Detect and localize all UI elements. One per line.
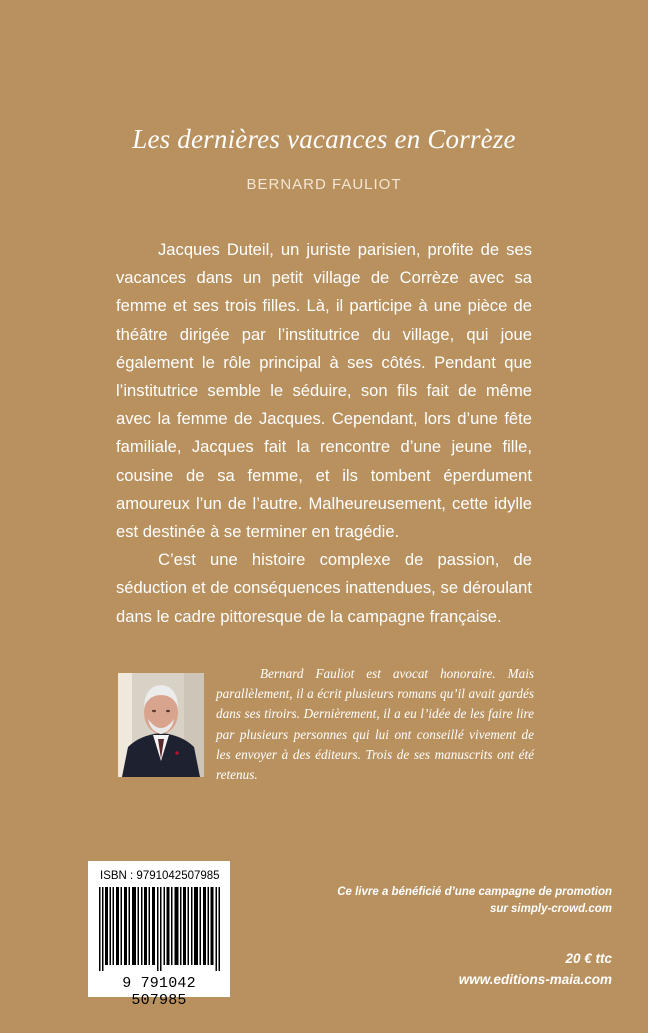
price: 20 € ttc xyxy=(565,951,612,966)
promo-line: Ce livre a bénéficié d’une campagne de promotion xyxy=(337,886,612,898)
barcode-bars xyxy=(99,887,220,971)
isbn-digits: 9 791042 507985 xyxy=(122,975,196,1009)
promo-line: sur simply-crowd.com xyxy=(489,903,612,915)
summary-text xyxy=(116,236,532,631)
summary-paragraph: Jacques Duteil, un juriste parisien, profite de ses vacances dans un petit village de Corrèze avec sa femme et ses trois filles. Là, il participe à une pièce de théâtre dirigée par l’institutrice du village, qui joue également le rôle principal à ses côtés. Pendant que l’institutrice semble le séduire, son fils fait de même avec la femme de Jacques. Cependant, lors d’une fête familiale, Jacques fait la rencontre d’une jeune fille, cousine de sa femme, et ils tombent éperdument amoureux l’un de l’autre. Malheureusement, cette idylle est destinée à se terminer en tragédie. xyxy=(116,240,532,542)
summary-paragraph: C’est une histoire complexe de passion, de séduction et de conséquences inattendues, se déroulant dans le cadre pittoresque de la campagne française. xyxy=(116,550,532,626)
promo-text xyxy=(292,884,612,918)
author-name: BERNARD FAULIOT xyxy=(246,176,402,193)
publisher-website: www.editions-maia.com xyxy=(458,972,612,987)
book-title: Les dernières vacances en Corrèze xyxy=(132,124,516,154)
author-photo xyxy=(118,673,204,777)
author-bio xyxy=(216,664,534,785)
barcode xyxy=(88,861,230,1009)
isbn-label: ISBN : 9791042507985 xyxy=(100,870,220,882)
bio-paragraph: Bernard Fauliot est avocat honoraire. Mais parallèlement, il a écrit plusieurs romans qu’il avait gardés dans ses tiroirs. Dernièrement, il a eu l’idée de les faire lire par plusieurs personnes qui lui ont conseillé vivement de les envoyer à des éditeurs. Trois de ses manuscrits ont été retenus. xyxy=(216,666,534,783)
